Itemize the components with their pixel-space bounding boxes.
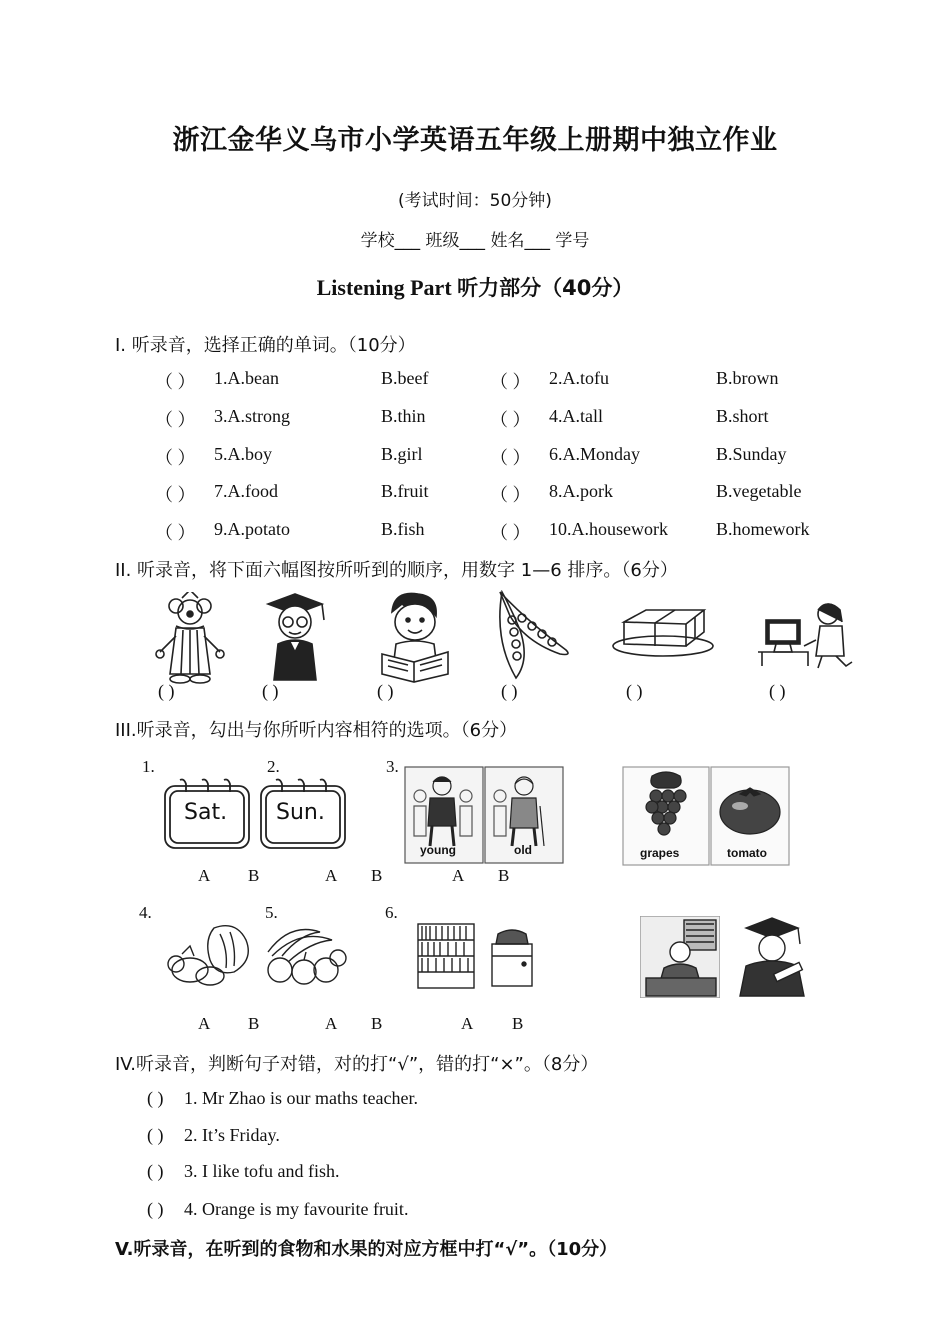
graduate-diploma-picture [730, 916, 814, 998]
young-caption: young [420, 843, 456, 857]
order-paren[interactable]: ( ) [501, 681, 518, 701]
q9-option-b: B.fish [381, 519, 425, 539]
choice-b[interactable]: B [371, 1014, 383, 1033]
answer-paren[interactable]: （ ） [155, 372, 196, 392]
order-paren[interactable]: ( ) [769, 681, 786, 701]
q4-number: 4. [139, 903, 152, 922]
choice-a[interactable]: A [325, 1014, 338, 1033]
choice-b[interactable]: B [248, 866, 260, 885]
judge-paren[interactable]: ( ) [147, 1161, 164, 1181]
section4-heading: IV.听录音，判断句子对错，对的打“√”，错的打“×”。（8分） [115, 1054, 599, 1075]
q7-option-b: B.fruit [381, 481, 429, 501]
q1-option-a: 1.A.bean [214, 368, 279, 388]
q6-number: 6. [385, 903, 398, 922]
answer-paren[interactable]: （ ） [155, 523, 196, 543]
judge-paren[interactable]: ( ) [147, 1088, 164, 1108]
judge-paren[interactable]: ( ) [147, 1125, 164, 1145]
order-paren[interactable]: ( ) [377, 681, 394, 701]
student-info-line: 学校___ 班级___ 姓名___ 学号 [360, 231, 590, 251]
judge-item-2: 2. It’s Friday. [184, 1125, 280, 1145]
choice-a[interactable]: A [198, 1014, 211, 1033]
q5-number: 5. [265, 903, 278, 922]
section1-heading: I. 听录音，选择正确的单词。（10分） [115, 335, 416, 356]
tofu-picture [610, 606, 716, 658]
calendar-sun-text: Sun. [276, 800, 325, 825]
q10-option-a: 10.A.housework [549, 519, 668, 539]
part-title [0, 272, 950, 302]
section5-heading: V.听录音，在听到的食物和水果的对应方框中打“√”。（10分） [115, 1239, 618, 1260]
answer-paren[interactable]: （ ） [155, 410, 196, 430]
choice-a[interactable]: A [461, 1014, 474, 1033]
choice-b[interactable]: B [371, 866, 383, 885]
q7-option-a: 7.A.food [214, 481, 278, 501]
order-paren[interactable]: ( ) [626, 681, 643, 701]
vegetables-picture [164, 920, 254, 990]
q8-option-b: B.vegetable [716, 481, 802, 501]
choice-a[interactable]: A [198, 866, 211, 885]
tomato-caption: tomato [727, 846, 767, 860]
answer-paren[interactable]: （ ） [490, 448, 531, 468]
answer-paren[interactable]: （ ） [490, 523, 531, 543]
answer-paren[interactable]: （ ） [155, 485, 196, 505]
answer-paren[interactable]: （ ） [155, 448, 196, 468]
q5-option-a: 5.A.boy [214, 444, 272, 464]
q3-option-b: B.thin [381, 406, 426, 426]
exam-time: (考试时间：50分钟) [398, 191, 552, 211]
q4-option-a: 4.A.tall [549, 406, 603, 426]
choice-b[interactable]: B [498, 866, 510, 885]
q3-number: 3. [386, 757, 399, 776]
choice-a[interactable]: A [325, 866, 338, 885]
order-paren[interactable]: ( ) [158, 681, 175, 701]
q6-option-b: B.Sunday [716, 444, 787, 464]
part-title-cn: 听力部分（40分） [457, 276, 634, 300]
q1-number: 1. [142, 757, 155, 776]
q10-option-b: B.homework [716, 519, 810, 539]
grapes-caption: grapes [640, 846, 680, 860]
choice-a[interactable]: A [452, 866, 465, 885]
q3-option-a: 3.A.strong [214, 406, 290, 426]
choice-b[interactable]: B [512, 1014, 524, 1033]
part-title-en: Listening Part [316, 275, 452, 300]
answer-paren[interactable]: （ ） [490, 410, 531, 430]
q2-number: 2. [267, 757, 280, 776]
cabinet-phone-picture [488, 926, 536, 988]
q2-option-b: B.brown [716, 368, 779, 388]
girl-computer-picture [756, 600, 856, 670]
judge-paren[interactable]: ( ) [147, 1199, 164, 1219]
choice-b[interactable]: B [248, 1014, 260, 1033]
calendar-sat-text: Sat. [184, 800, 228, 825]
bookshelf-picture [414, 920, 478, 992]
boy-reading-picture [378, 590, 452, 684]
q9-option-a: 9.A.potato [214, 519, 290, 539]
judge-item-3: 3. I like tofu and fish. [184, 1161, 340, 1181]
judge-item-4: 4. Orange is my favourite fruit. [184, 1199, 409, 1219]
q2-option-a: 2.A.tofu [549, 368, 609, 388]
page-title: 浙江金华义乌市小学英语五年级上册期中独立作业 [172, 125, 778, 156]
q4-option-b: B.short [716, 406, 769, 426]
judge-item-1: 1. Mr Zhao is our maths teacher. [184, 1088, 418, 1108]
peas-picture [486, 590, 578, 682]
section2-heading: II. 听录音，将下面六幅图按所听到的顺序，用数字 1—6 排序。（6分） [115, 560, 678, 581]
graduate-picture [262, 592, 328, 684]
q6-option-a: 6.A.Monday [549, 444, 640, 464]
q8-option-a: 8.A.pork [549, 481, 613, 501]
section3-heading: III.听录音，勾出与你所听内容相符的选项。（6分） [115, 720, 518, 741]
order-paren[interactable]: ( ) [262, 681, 279, 701]
fruit-picture [260, 922, 350, 988]
q5-option-b: B.girl [381, 444, 423, 464]
clown-picture [152, 592, 228, 684]
answer-paren[interactable]: （ ） [490, 372, 531, 392]
answer-paren[interactable]: （ ） [490, 485, 531, 505]
teacher-picture [640, 916, 720, 998]
old-caption: old [514, 843, 532, 857]
q1-option-b: B.beef [381, 368, 429, 388]
